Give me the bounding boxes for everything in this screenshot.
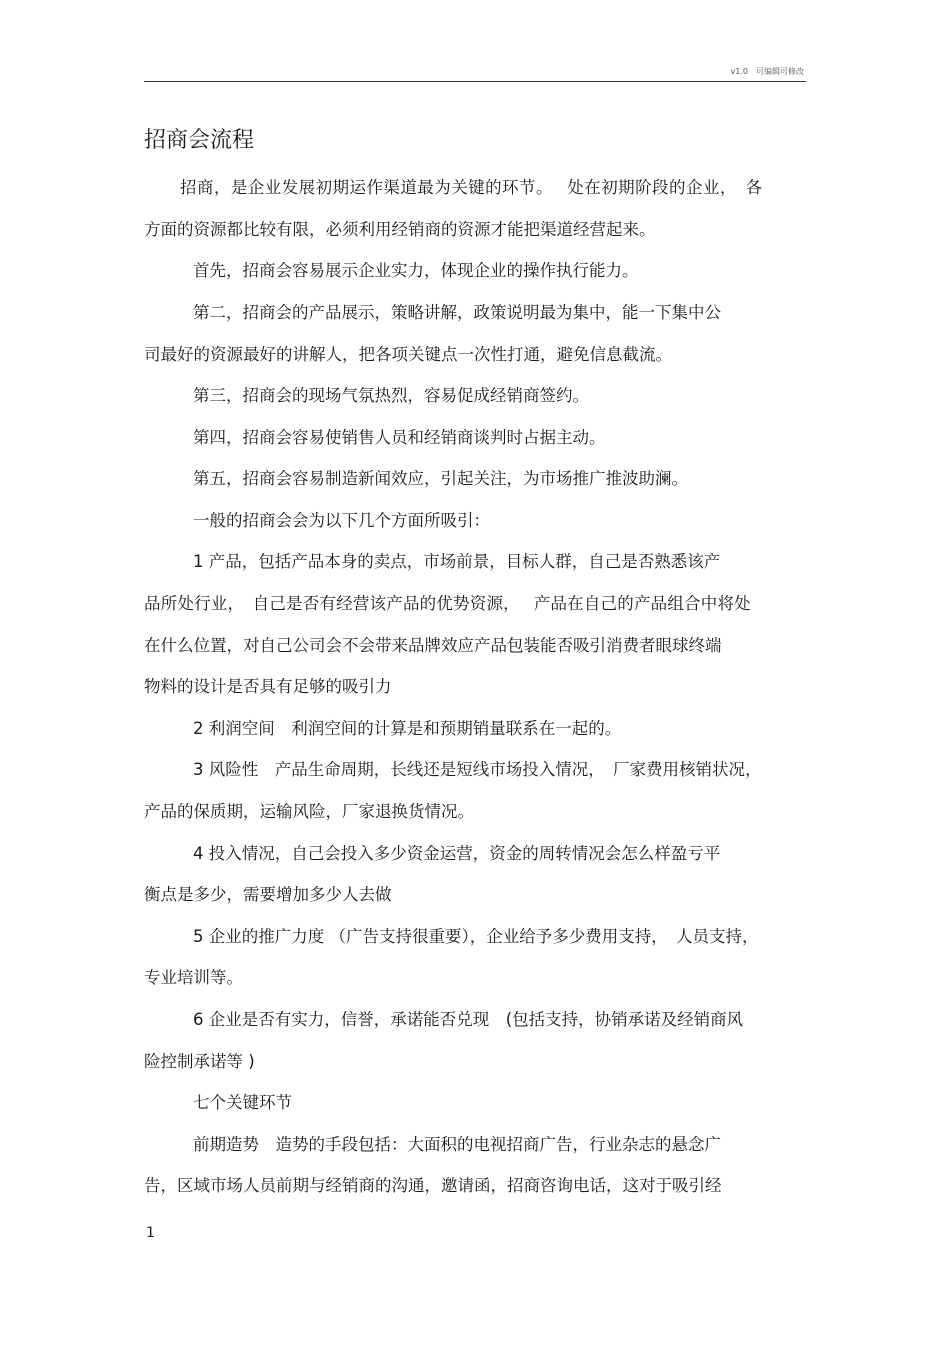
body-line: 首先，招商会容易展示企业实力，体现企业的操作执行能力。 (193, 261, 639, 280)
body-line: 2 利润空间 利润空间的计算是和预期销量联系在一起的。 (193, 719, 622, 738)
body-line: 一般的招商会会为以下几个方面所吸引： (193, 511, 490, 530)
body-line: 险控制承诺等 ) (144, 1052, 255, 1071)
body-line: 4 投入情况，自己会投入多少资金运营，资金的周转情况会怎么样盈亏平 (193, 844, 721, 863)
body-line: 3 风险性 产品生命周期，长线还是短线市场投入情况， 厂家费用核销状况， (193, 760, 762, 779)
body-line: 品所处行业， 自己是否有经营该产品的优势资源， 产品在自己的产品组合中将处 (144, 594, 751, 613)
header-version-label: v1.0 可编辑可修改 (730, 67, 804, 76)
header-divider (144, 81, 806, 82)
body-line: 告，区域市场人员前期与经销商的沟通，邀请函，招商咨询电话，这对于吸引经 (144, 1176, 722, 1195)
body-line: 第二，招商会的产品展示，策略讲解，政策说明最为集中，能一下集中公 (193, 303, 721, 322)
body-line: 第四，招商会容易使销售人员和经销商谈判时占据主动。 (193, 428, 606, 447)
body-line: 1 产品，包括产品本身的卖点，市场前景，目标人群，自己是否熟悉该产 (193, 552, 721, 571)
body-line: 前期造势 造势的手段包括：大面积的电视招商广告，行业杂志的悬念广 (193, 1135, 721, 1154)
body-line: 七个关键环节 (193, 1093, 292, 1112)
page-number: 1 (146, 1225, 155, 1241)
body-line: 物料的设计是否具有足够的吸引力 (144, 677, 392, 696)
body-line: 方面的资源都比较有限，必须利用经销商的资源才能把渠道经营起来。 (144, 220, 656, 239)
body-line: 6 企业是否有实力，信誉，承诺能否兑现 (包括支持，协销承诺及经销商风 (193, 1010, 744, 1029)
body-line: 在什么位置，对自己公司会不会带来品牌效应产品包装能否吸引消费者眼球终端 (144, 636, 722, 655)
body-line: 衡点是多少，需要增加多少人去做 (144, 885, 392, 904)
body-line: 第五，招商会容易制造新闻效应，引起关注，为市场推广推波助澜。 (193, 469, 688, 488)
body-line: 司最好的资源最好的讲解人，把各项关键点一次性打通，避免信息截流。 (144, 345, 672, 364)
body-line: 5 企业的推广力度 （广告支持很重要），企业给予多少费用支持， 人员支持， (193, 927, 759, 946)
body-line: 产品的保质期，运输风险，厂家退换货情况。 (144, 802, 474, 821)
document-title: 招商会流程 (144, 128, 255, 153)
body-line: 第三，招商会的现场气氛热烈，容易促成经销商签约。 (193, 386, 589, 405)
body-line: 专业培训等。 (144, 968, 243, 987)
body-line: 招商，是企业发展初期运作渠道最为关键的环节。 处在初期阶段的企业， 各 (180, 178, 763, 197)
